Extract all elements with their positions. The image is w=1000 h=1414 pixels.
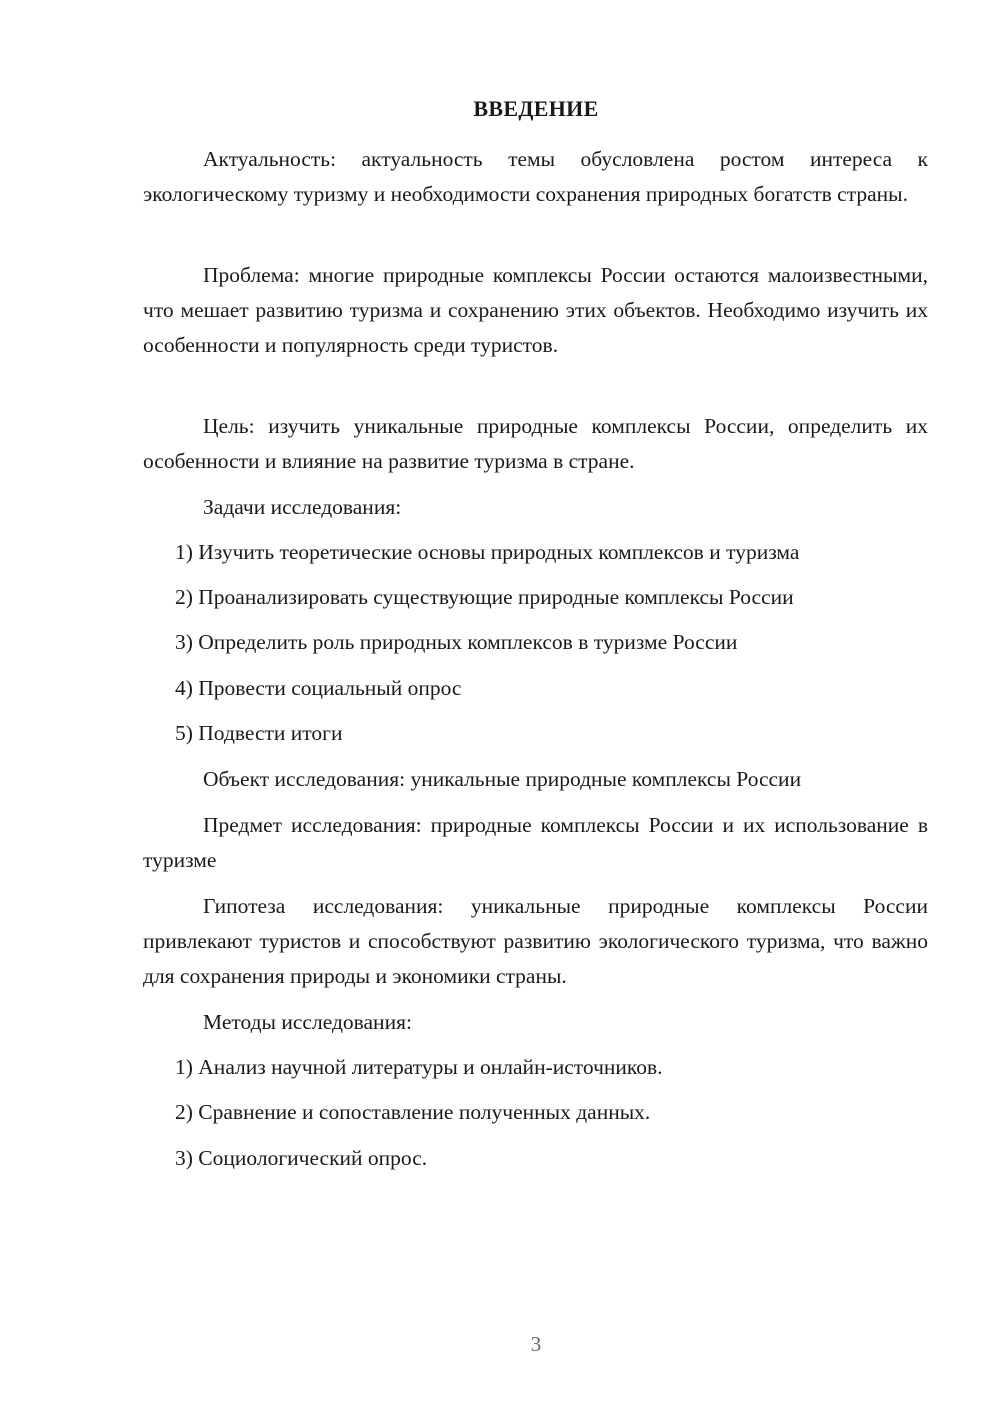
task-item: 4) Провести социальный опрос (175, 676, 462, 700)
goal-paragraph: Цель: изучить уникальные природные комплексы России, определить их особенности и влияние на развитие туризма в стране. (143, 414, 928, 473)
page-title: ВВЕДЕНИЕ (473, 96, 599, 121)
task-item: 5) Подвести итоги (175, 721, 343, 745)
task-item: 1) Изучить теоретические основы природных комплексов и туризма (175, 540, 800, 564)
methods-label: Методы исследования: (203, 1010, 412, 1034)
tasks-label: Задачи исследования: (203, 495, 402, 519)
object-line: Объект исследования: уникальные природные комплексы России (203, 767, 802, 791)
problem-paragraph: Проблема: многие природные комплексы России остаются малоизвестными, что мешает развитию туризма и сохранению этих объектов. Необходимо изучить их особенности и популярность среди туристов. (143, 263, 928, 357)
method-item: 2) Сравнение и сопоставление полученных данных. (175, 1100, 651, 1124)
relevance-paragraph: Актуальность: актуальность темы обусловлена ростом интереса к экологическому туризму и необходимости сохранения природных богатств страны. (143, 147, 928, 206)
method-item: 3) Социологический опрос. (175, 1146, 428, 1170)
task-item: 3) Определить роль природных комплексов в туризме России (175, 630, 738, 654)
subject-paragraph: Предмет исследования: природные комплексы России и их использование в туризме (143, 813, 928, 872)
task-item: 2) Проанализировать существующие природные комплексы России (175, 585, 794, 609)
hypothesis-paragraph: Гипотеза исследования: уникальные природные комплексы России привлекают туристов и способствуют развитию экологического туризма, что важно для сохранения природы и экономики страны. (143, 894, 928, 988)
page-number: 3 (530, 1332, 542, 1356)
method-item: 1) Анализ научной литературы и онлайн-источников. (175, 1055, 663, 1079)
